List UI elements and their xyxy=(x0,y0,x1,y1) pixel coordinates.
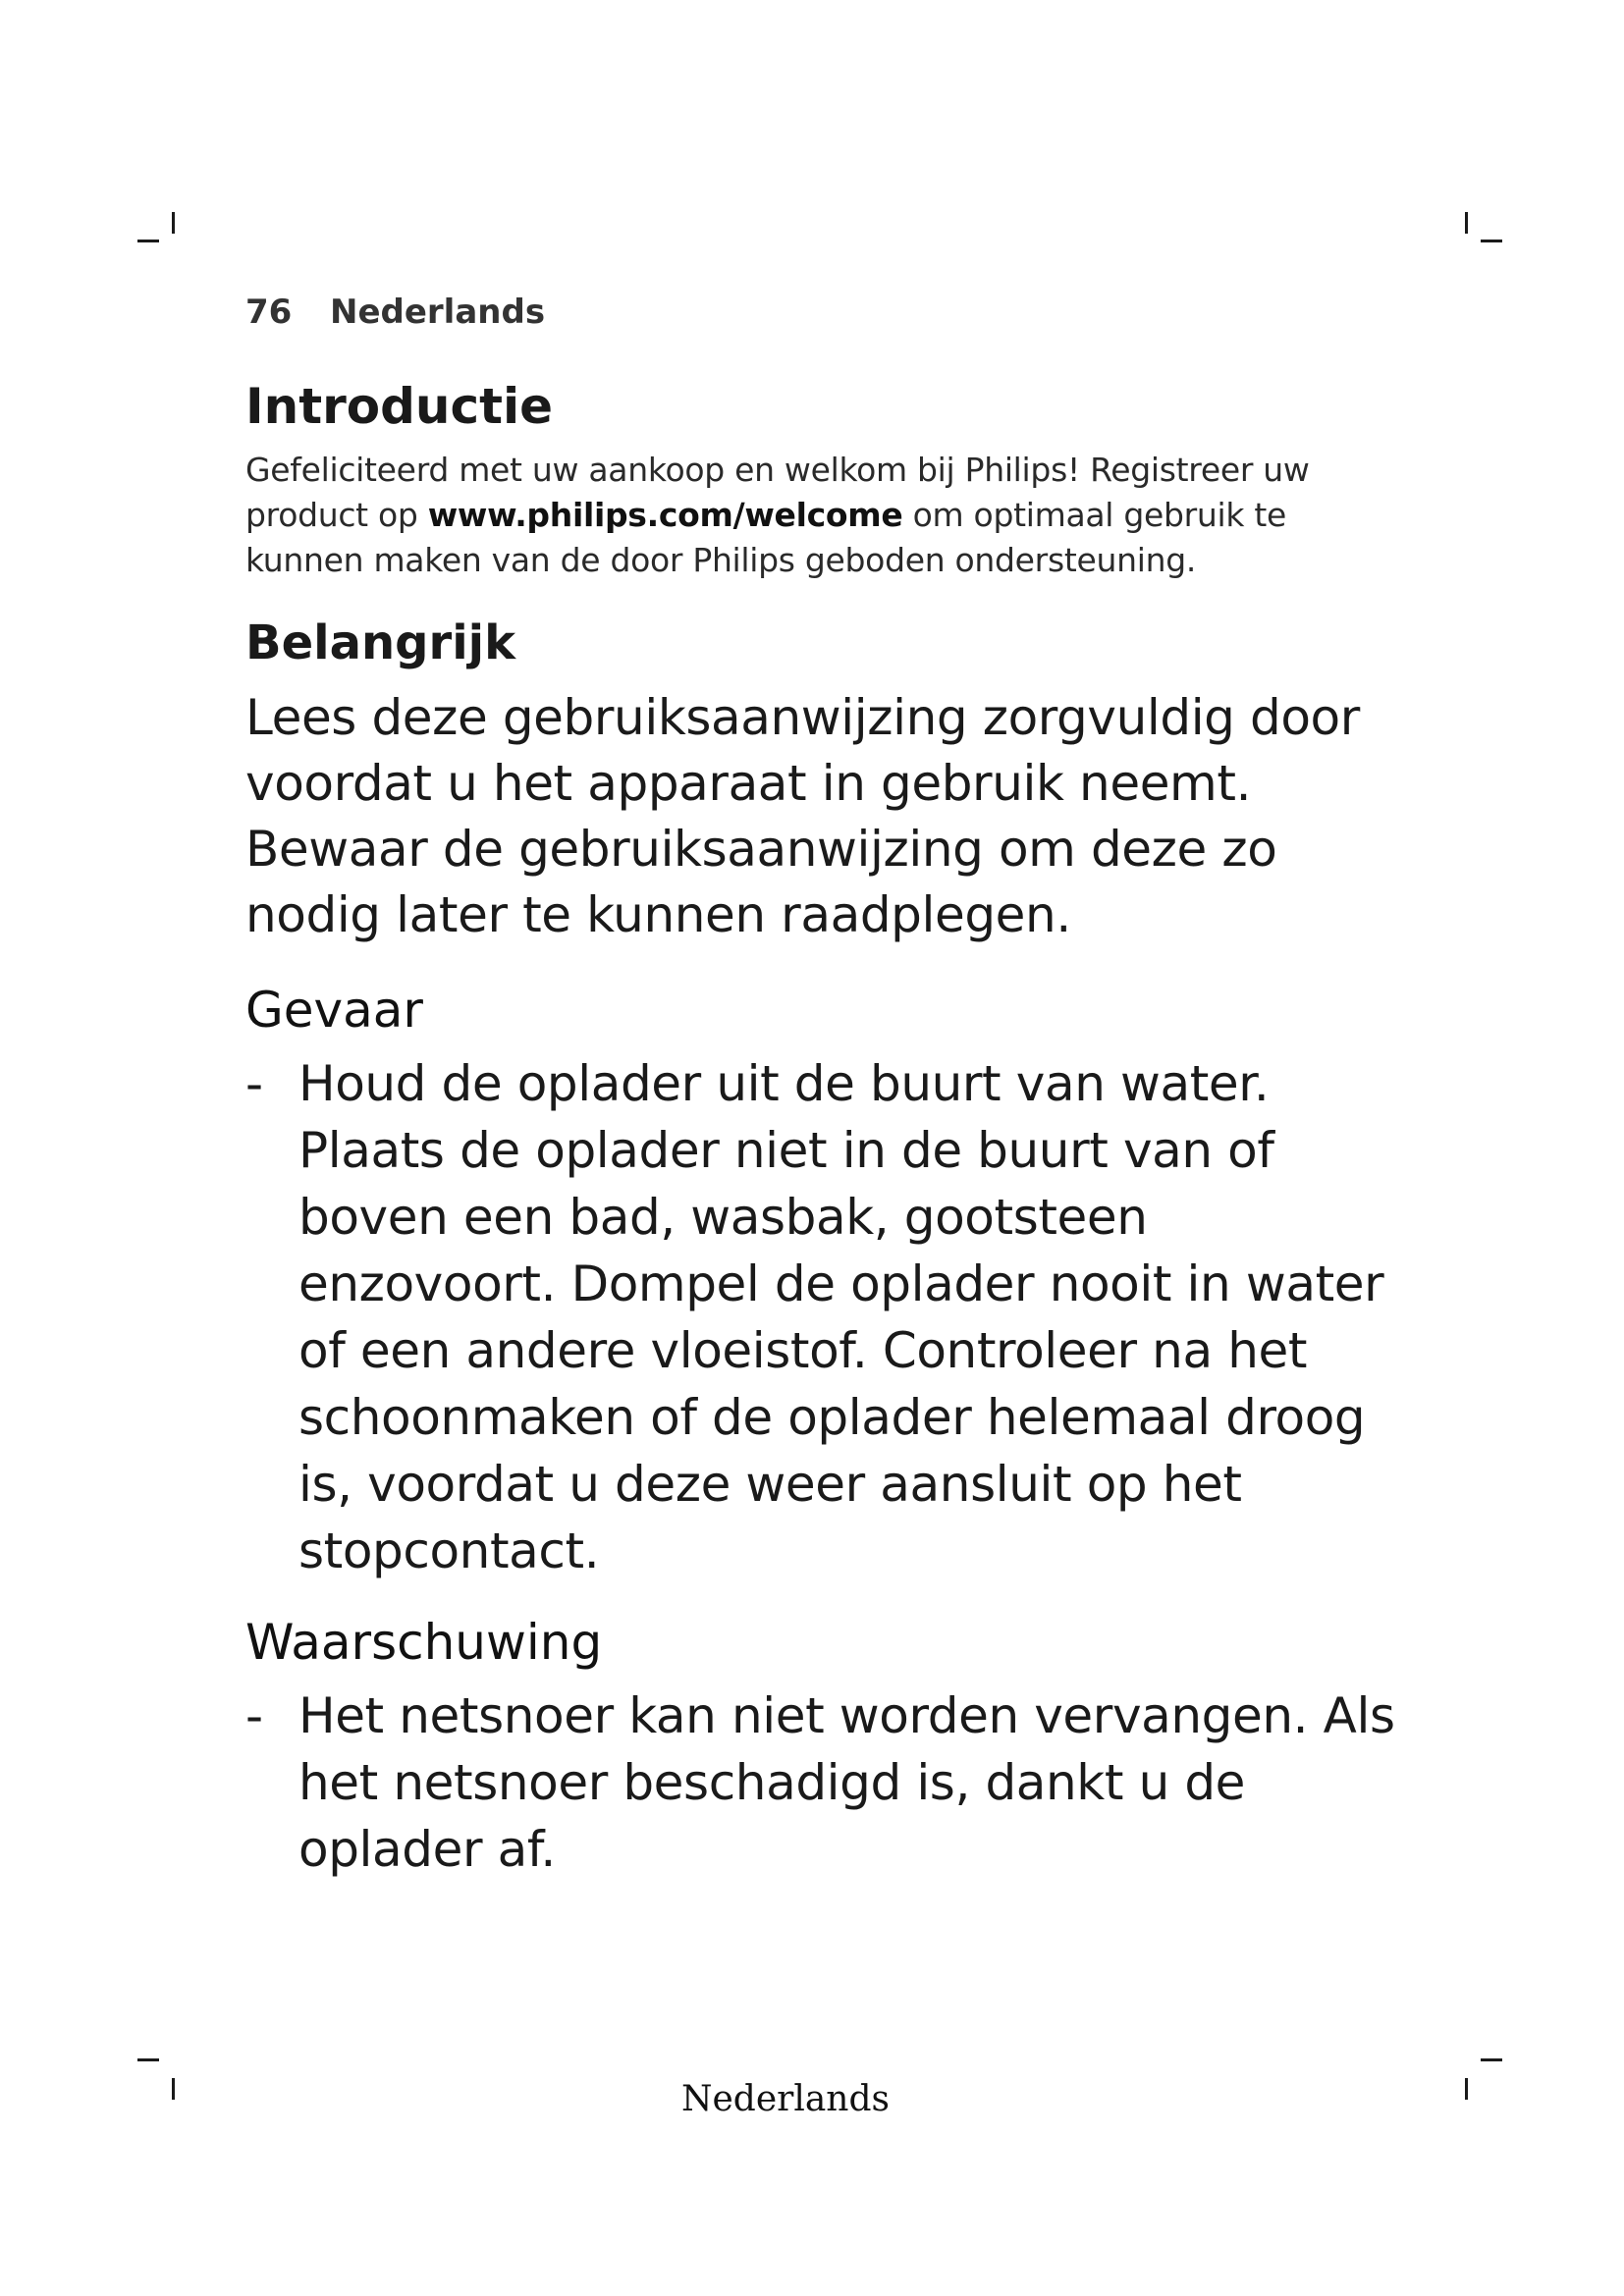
danger-heading: Gevaar xyxy=(245,982,423,1039)
introduction-text-end: om optimaal gebruik te kunnen maken van de door Philips geboden ondersteuning. xyxy=(245,496,1287,579)
danger-item-text: Houd de oplader uit de buurt van water. Plaats de oplader niet in de buurt van of boven een bad, wasbak, gootsteen enzovoort. Dompel de oplader nooit in water of een andere vloeistof. Controleer na het schoonmaken of de oplader helemaal droog is, voordat u deze weer aansluit op het stopcontact. xyxy=(298,1055,1384,1579)
warning-list xyxy=(245,1682,1404,1883)
introduction-text-start: Gefeliciteerd met uw aankoop en welkom bij Philips! Registreer uw product op xyxy=(245,451,1310,534)
welcome-link[interactable]: www.philips.com/welcome xyxy=(427,496,903,534)
danger-list xyxy=(245,1050,1404,1584)
warning-heading: Waarschuwing xyxy=(245,1614,603,1671)
page-header xyxy=(245,293,545,332)
page-number: 76 xyxy=(245,293,293,332)
introduction-text xyxy=(245,448,1404,583)
important-paragraph: Lees deze gebruiksaanwijzing zorgvuldig door voordat u het apparaat in gebruik neemt. xyxy=(245,689,1360,812)
danger-section xyxy=(245,976,1404,1584)
list-dash: - xyxy=(245,1055,263,1112)
main-content xyxy=(245,371,1404,1883)
page-footer: Nederlands xyxy=(680,2079,891,2119)
crop-mark-top-left-v xyxy=(172,212,175,234)
important-heading: Belangrijk xyxy=(245,615,516,670)
crop-mark-bottom-left-h xyxy=(137,2058,159,2061)
list-item xyxy=(245,1682,1404,1883)
warning-item-text: Het netsnoer kan niet worden vervangen. Als het netsnoer beschadigd is, dankt u de oplader af. xyxy=(298,1687,1395,1878)
list-dash: - xyxy=(245,1687,263,1744)
introduction-section xyxy=(245,371,1404,583)
important-section xyxy=(245,609,1404,948)
crop-mark-top-right-v xyxy=(1465,212,1468,234)
crop-mark-bottom-right-h xyxy=(1481,2058,1502,2061)
crop-mark-top-right-h xyxy=(1481,240,1502,242)
introduction-heading: Introductie xyxy=(245,378,554,435)
important-paragraph: Bewaar de gebruiksaanwijzing om deze zo nodig later te kunnen raadplegen. xyxy=(245,821,1277,943)
crop-mark-top-left-h xyxy=(137,240,159,242)
header-language: Nederlands xyxy=(330,293,546,332)
list-item xyxy=(245,1050,1404,1584)
warning-section xyxy=(245,1608,1404,1883)
